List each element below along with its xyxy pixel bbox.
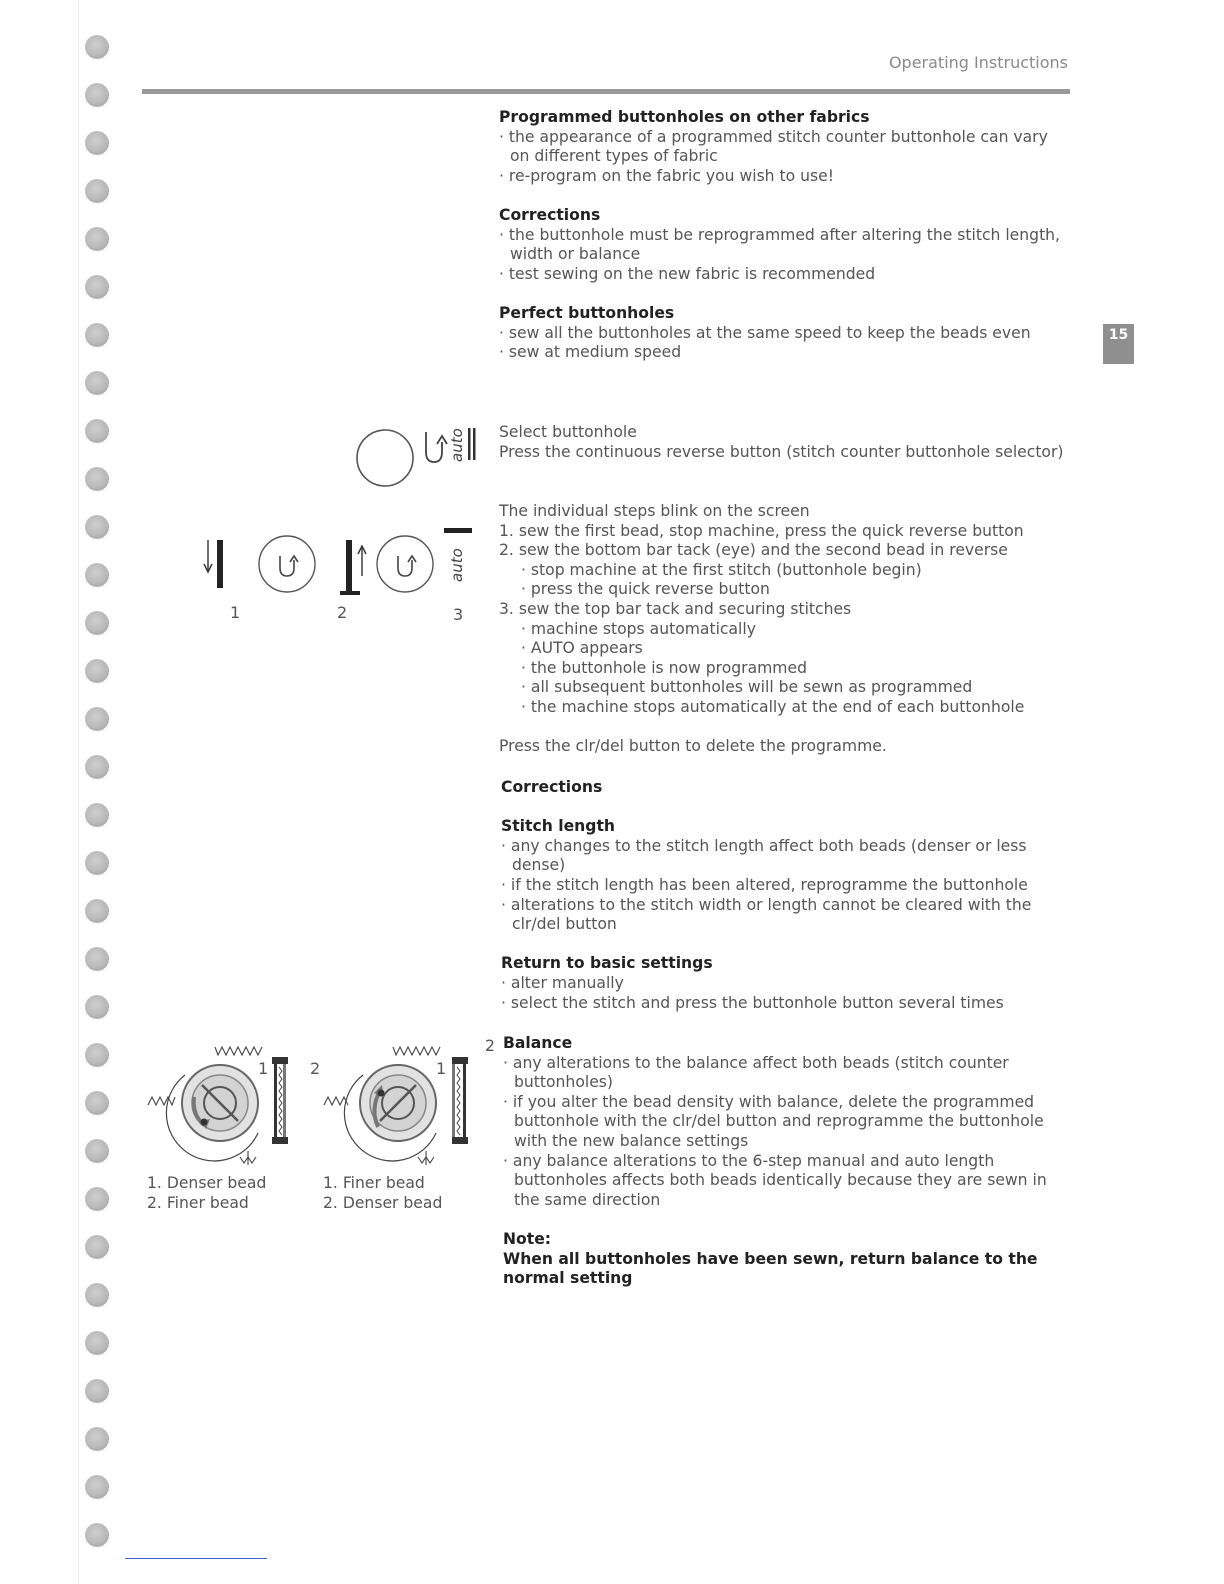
step-label: 3 xyxy=(453,605,464,624)
button-circle-icon xyxy=(357,430,413,486)
balance-dial-left-figure xyxy=(140,1035,320,1170)
dial-number-label: 1 xyxy=(258,1059,269,1078)
instruction-line: Select buttonhole xyxy=(499,423,637,441)
bullet-item: · alterations to the stitch width or length cannot be cleared with the clr/del button xyxy=(501,895,1032,934)
binding-hole xyxy=(85,611,109,635)
bullet-item: · if you alter the bead density with balance, delete the programmed buttonhole with the clr/del button and reprogramme the buttonhole with the new balance settings xyxy=(503,1092,1044,1150)
binding-hole xyxy=(85,1187,109,1211)
bullet-item: · select the stitch and press the buttonhole button several times xyxy=(501,993,1004,1012)
binding-hole xyxy=(85,1235,109,1259)
dial-right-caption xyxy=(323,1173,442,1213)
text-block-steps xyxy=(499,502,1069,757)
binding-hole xyxy=(85,1283,109,1307)
header-title: Operating Instructions xyxy=(888,53,1068,72)
steps-intro: The individual steps blink on the screen xyxy=(499,502,810,520)
bar-icon xyxy=(473,428,476,460)
section-heading: Return to basic settings xyxy=(501,954,713,973)
sub-bullet-item: · all subsequent buttonholes will be sewn as programmed xyxy=(521,678,973,697)
bullet-item: · if the stitch length has been altered, reprogramme the buttonhole xyxy=(501,875,1028,894)
bullet-item: · any changes to the stitch length affect both beads (denser or less dense) xyxy=(501,836,1027,875)
step-item: 3. sew the top bar tack and securing stitches xyxy=(499,599,852,618)
dial-number-label: 2 xyxy=(310,1059,321,1078)
step-label: 2 xyxy=(337,603,348,622)
caption-line: 1. Denser bead xyxy=(147,1174,267,1192)
text-block-balance xyxy=(503,1034,1059,1289)
spiral-binding xyxy=(0,0,80,1584)
section-heading: Perfect buttonholes xyxy=(499,303,675,322)
sub-bullet-item: · the machine stops automatically at the end of each buttonhole xyxy=(521,697,1025,716)
sub-bullet-item: · stop machine at the first stitch (buttonhole begin) xyxy=(521,560,922,579)
caption-line: 2. Finer bead xyxy=(147,1194,249,1212)
binding-hole xyxy=(85,755,109,779)
buttonhole-icon xyxy=(452,1057,468,1064)
binding-hole xyxy=(85,1427,109,1451)
bullet-item: · sew at medium speed xyxy=(499,343,682,362)
binding-hole xyxy=(85,947,109,971)
sub-bullet-item: · press the quick reverse button xyxy=(521,580,770,599)
bullet-item: · re-program on the fabric you wish to use! xyxy=(499,166,834,185)
binding-hole xyxy=(85,1475,109,1499)
reverse-button-icon xyxy=(377,536,433,592)
dial-number-label: 1 xyxy=(436,1059,447,1078)
text-block-top xyxy=(499,108,1069,363)
instruction-line: Press the continuous reverse button (stitch counter buttonhole selector) xyxy=(499,442,1064,461)
sub-bullet-item: · machine stops automatically xyxy=(521,619,756,638)
reverse-button-icon xyxy=(259,536,315,592)
footer-link-underline xyxy=(125,1558,267,1559)
stitch-symbol-icon xyxy=(393,1047,440,1055)
binding-hole xyxy=(85,467,109,491)
bar-icon xyxy=(468,428,471,460)
bullet-item: · any balance alterations to the 6-step manual and auto length buttonholes affects both beads identically because they are sewn in the same direction xyxy=(503,1151,1047,1209)
binding-hole xyxy=(85,1523,109,1547)
step-3-icon xyxy=(444,528,472,582)
step-label: 1 xyxy=(230,603,241,622)
balance-dial-right-figure xyxy=(318,1035,484,1170)
step-2-icon xyxy=(340,540,366,595)
binding-hole xyxy=(85,899,109,923)
buttonhole-icon xyxy=(272,1057,288,1064)
section-heading: Corrections xyxy=(499,205,601,224)
binding-hole xyxy=(85,419,109,443)
step-item: 1. sew the first bead, stop machine, press the quick reverse button xyxy=(499,521,1024,540)
steps-figure xyxy=(200,528,480,604)
stitch-symbol-icon xyxy=(324,1097,348,1105)
delete-instruction: Press the clr/del button to delete the programme. xyxy=(499,737,887,756)
bullet-item: · test sewing on the new fabric is recommended xyxy=(499,264,876,283)
section-heading: Stitch length xyxy=(501,817,615,836)
binding-hole xyxy=(85,323,109,347)
bullet-item: · sew all the buttonholes at the same speed to keep the beads even xyxy=(499,323,1031,342)
binding-hole xyxy=(85,83,109,107)
binding-hole xyxy=(85,1091,109,1115)
binding-hole xyxy=(85,371,109,395)
step-item: 2. sew the bottom bar tack (eye) and the second bead in reverse xyxy=(499,541,1008,560)
caption-line: 2. Denser bead xyxy=(323,1194,443,1212)
binding-hole xyxy=(85,275,109,299)
step-1-icon xyxy=(204,540,223,588)
balance-marker: 2 xyxy=(485,1037,495,1055)
stitch-symbol-icon xyxy=(240,1151,256,1165)
page-number-tab: 15 xyxy=(1103,324,1134,364)
stitch-symbol-icon xyxy=(215,1047,262,1055)
text-block-select xyxy=(499,423,1079,462)
bullet-item: · the appearance of a programmed stitch counter buttonhole can vary on different types of fabric xyxy=(499,127,1048,166)
text-block-corrections xyxy=(501,778,1061,1013)
caption-line: 1. Finer bead xyxy=(323,1174,425,1192)
binding-hole xyxy=(85,803,109,827)
binding-hole xyxy=(85,995,109,1019)
binding-hole xyxy=(85,659,109,683)
binding-hole xyxy=(85,851,109,875)
note-text: When all buttonholes have been sewn, return balance to the normal setting xyxy=(503,1249,1038,1288)
section-heading: Programmed buttonholes on other fabrics xyxy=(499,108,870,126)
sub-bullet-item: · the buttonhole is now programmed xyxy=(521,658,807,677)
header-rule xyxy=(142,89,1070,94)
binding-hole xyxy=(85,563,109,587)
binding-hole xyxy=(85,1043,109,1067)
binding-hole xyxy=(85,1331,109,1355)
buttonhole-selector-figure xyxy=(350,422,480,494)
bullet-item: · alter manually xyxy=(501,973,624,992)
section-heading: Corrections xyxy=(501,778,603,796)
reverse-arrow-icon xyxy=(426,432,447,462)
binding-hole xyxy=(85,1379,109,1403)
binding-hole xyxy=(85,179,109,203)
binding-hole xyxy=(85,227,109,251)
bullet-item: · the buttonhole must be reprogrammed after altering the stitch length, width or balance xyxy=(499,225,1061,264)
binding-hole xyxy=(85,515,109,539)
note-label: Note: xyxy=(503,1229,552,1248)
stitch-symbol-icon xyxy=(418,1151,434,1165)
dial-left-caption xyxy=(147,1173,266,1213)
binding-hole xyxy=(85,707,109,731)
bullet-item: · any alterations to the balance affect both beads (stitch counter buttonholes) xyxy=(503,1053,1009,1092)
binding-hole xyxy=(85,35,109,59)
auto-text: auto xyxy=(448,428,466,462)
binding-hole xyxy=(85,1139,109,1163)
auto-text: auto xyxy=(448,548,466,582)
stitch-symbol-icon xyxy=(148,1097,175,1105)
page-edge xyxy=(78,0,79,1584)
section-heading: Balance xyxy=(503,1034,573,1052)
sub-bullet-item: · AUTO appears xyxy=(521,639,643,658)
binding-hole xyxy=(85,131,109,155)
